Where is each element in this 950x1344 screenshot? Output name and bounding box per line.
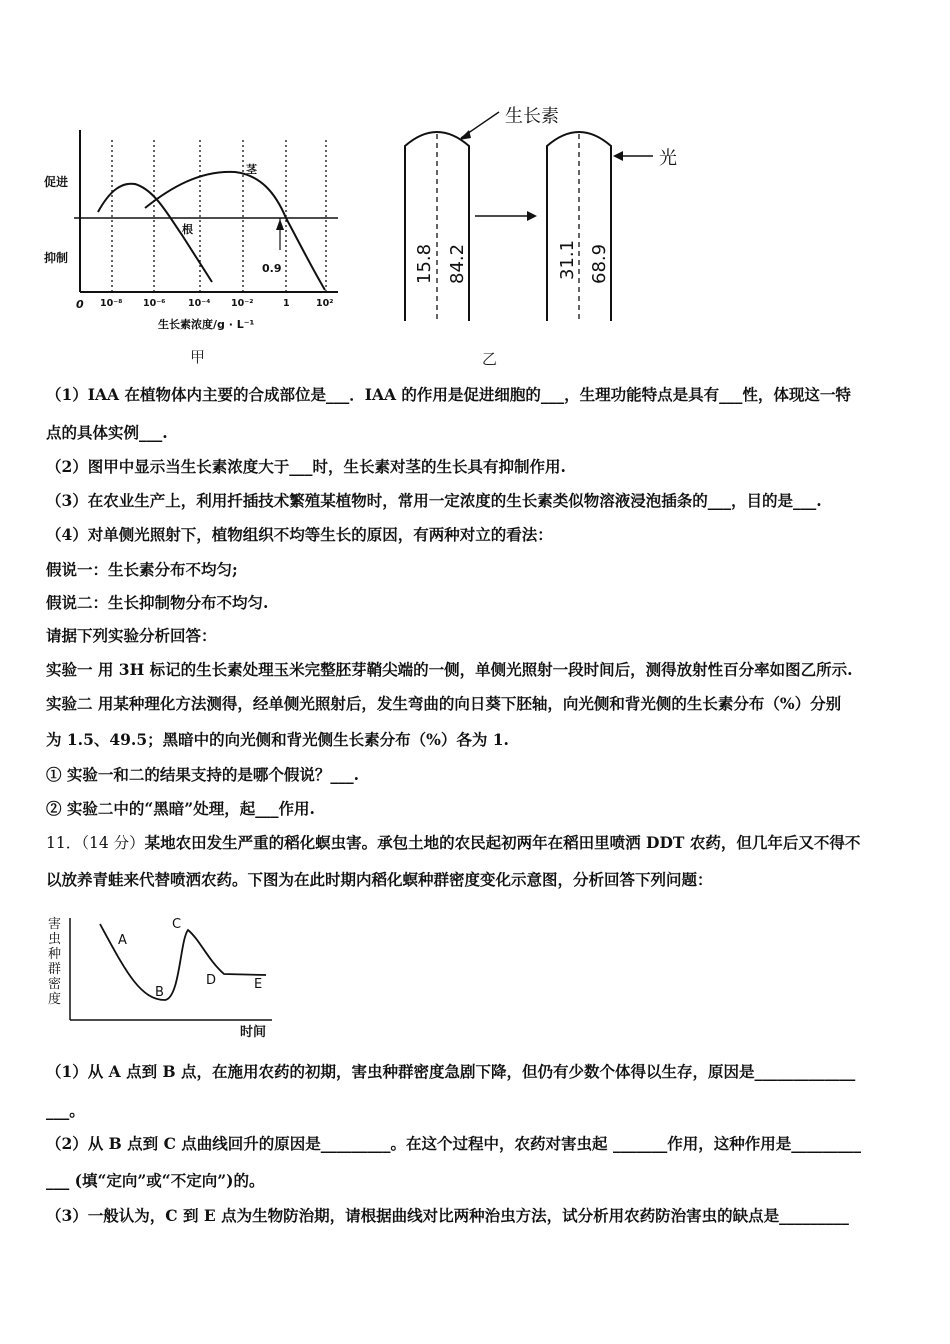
hypothesis-1: 假说一：生长素分布不均匀; bbox=[46, 560, 238, 579]
experiment-2-line1: 实验二 用某种理化方法测得，经单侧光照射后，发生弯曲的向日葵下胚轴，向光侧和背光侧的生长素分布（%）分别 bbox=[46, 694, 842, 713]
x-axis-label: 生长素浓度/g · L⁻¹ bbox=[158, 318, 255, 331]
q11-text: 某地农田发生严重的稻化螟虫害。承包土地的农民起初两年在稻田里喷洒 DDT 农药，但几年后又不得不 bbox=[144, 833, 861, 852]
right-value-1: 31.1 bbox=[557, 239, 578, 280]
left-value-1: 15.8 bbox=[414, 243, 435, 284]
q1-line2: 点的具体实例___. bbox=[46, 423, 168, 442]
y-char-1: 虫 bbox=[48, 932, 62, 947]
x-tick-2: 10⁻⁴ bbox=[188, 298, 211, 309]
y-char-2: 种 bbox=[48, 947, 62, 962]
auxin-label: 生长素 bbox=[505, 106, 559, 127]
x-tick-4: 1 bbox=[283, 298, 290, 309]
point-a: A bbox=[118, 933, 127, 948]
figure-pest-density bbox=[40, 910, 280, 1040]
y-label-promote: 促进 bbox=[44, 175, 69, 189]
caption-jia: 甲 bbox=[190, 348, 206, 366]
point-d: D bbox=[206, 973, 217, 988]
p2-line1: （2）从 B 点到 C 点曲线回升的原因是_________。在这个过程中，农药对害虫起 _______作用，这种作用是_________ bbox=[46, 1134, 861, 1153]
sub-question-2: ② 实验二中的“黑暗”处理，起___作用. bbox=[46, 799, 315, 818]
figure-yi bbox=[395, 96, 695, 326]
x-axis-label-time: 时间 bbox=[240, 1025, 267, 1040]
y-char-0: 害 bbox=[48, 917, 62, 932]
q11-line2: 以放养青蛙来代替喷洒农药。下图为在此时期内稻化螟种群密度变化示意图，分析回答下列问题： bbox=[46, 870, 713, 889]
left-value-2: 84.2 bbox=[447, 243, 468, 284]
stem-label: 茎 bbox=[246, 163, 257, 176]
q11-number: 11．（14 分） bbox=[46, 834, 145, 852]
x-tick-5: 10² bbox=[316, 298, 334, 309]
hypothesis-2: 假说二：生长抑制物分布不均匀. bbox=[46, 593, 269, 612]
y-label-inhibit: 抑制 bbox=[44, 251, 69, 265]
right-value-2: 68.9 bbox=[589, 243, 610, 284]
marker-label: 0.9 bbox=[262, 262, 282, 275]
experiment-2-line2: 为 1.5、49.5；黑暗中的向光侧和背光侧生长素分布（%）各为 1. bbox=[46, 730, 509, 749]
x-tick-3: 10⁻² bbox=[231, 298, 254, 309]
y-char-3: 群 bbox=[48, 962, 62, 977]
origin-label: 0 bbox=[76, 298, 84, 311]
y-char-5: 度 bbox=[48, 992, 62, 1007]
q1-line1: （1）IAA 在植物体内主要的合成部位是___．IAA 的作用是促进细胞的___，生理功能特点是具有___性，体现这一特 bbox=[46, 385, 851, 404]
point-b: B bbox=[155, 985, 164, 1000]
q2-line: （2）图甲中显示当生长素浓度大于___时，生长素对茎的生长具有抑制作用. bbox=[46, 457, 566, 476]
q11-line1 bbox=[46, 832, 908, 854]
point-c: C bbox=[172, 917, 182, 932]
p1-line1: （1）从 A 点到 B 点，在施用农药的初期，害虫种群密度急剧下降，但仍有少数个体得以生存，原因是_____________ bbox=[46, 1062, 856, 1081]
experiment-1: 实验一 用 3H 标记的生长素处理玉米完整胚芽鞘尖端的一侧，单侧光照射一段时间后，测得放射性百分率如图乙所示. bbox=[46, 660, 853, 679]
x-tick-0: 10⁻⁸ bbox=[100, 298, 123, 309]
figure-jia bbox=[40, 120, 350, 340]
sub-question-1: ① 实验一和二的结果支持的是哪个假说？___. bbox=[46, 765, 360, 784]
ask-line: 请据下列实验分析回答： bbox=[46, 626, 217, 645]
q4-line: （4）对单侧光照射下，植物组织不均等生长的原因，有两种对立的看法： bbox=[46, 525, 553, 544]
p1-line2: ___。 bbox=[46, 1101, 85, 1120]
light-label: 光 bbox=[659, 148, 677, 169]
p3-line: （3）一般认为，C 到 E 点为生物防治期，请根据曲线对比两种治虫方法，试分析用农药防治害虫的缺点是_________ bbox=[46, 1206, 849, 1225]
root-label: 根 bbox=[182, 223, 193, 236]
point-e: E bbox=[254, 977, 263, 992]
caption-yi: 乙 bbox=[482, 350, 498, 368]
p2-line2: ___ (填“定向”或“不定向”)的。 bbox=[46, 1171, 265, 1190]
q3-line: （3）在农业生产上，利用扦插技术繁殖某植物时，常用一定浓度的生长素类似物溶液浸泡插条的___，目的是___. bbox=[46, 491, 822, 510]
x-tick-1: 10⁻⁶ bbox=[143, 298, 166, 309]
y-char-4: 密 bbox=[48, 977, 62, 992]
